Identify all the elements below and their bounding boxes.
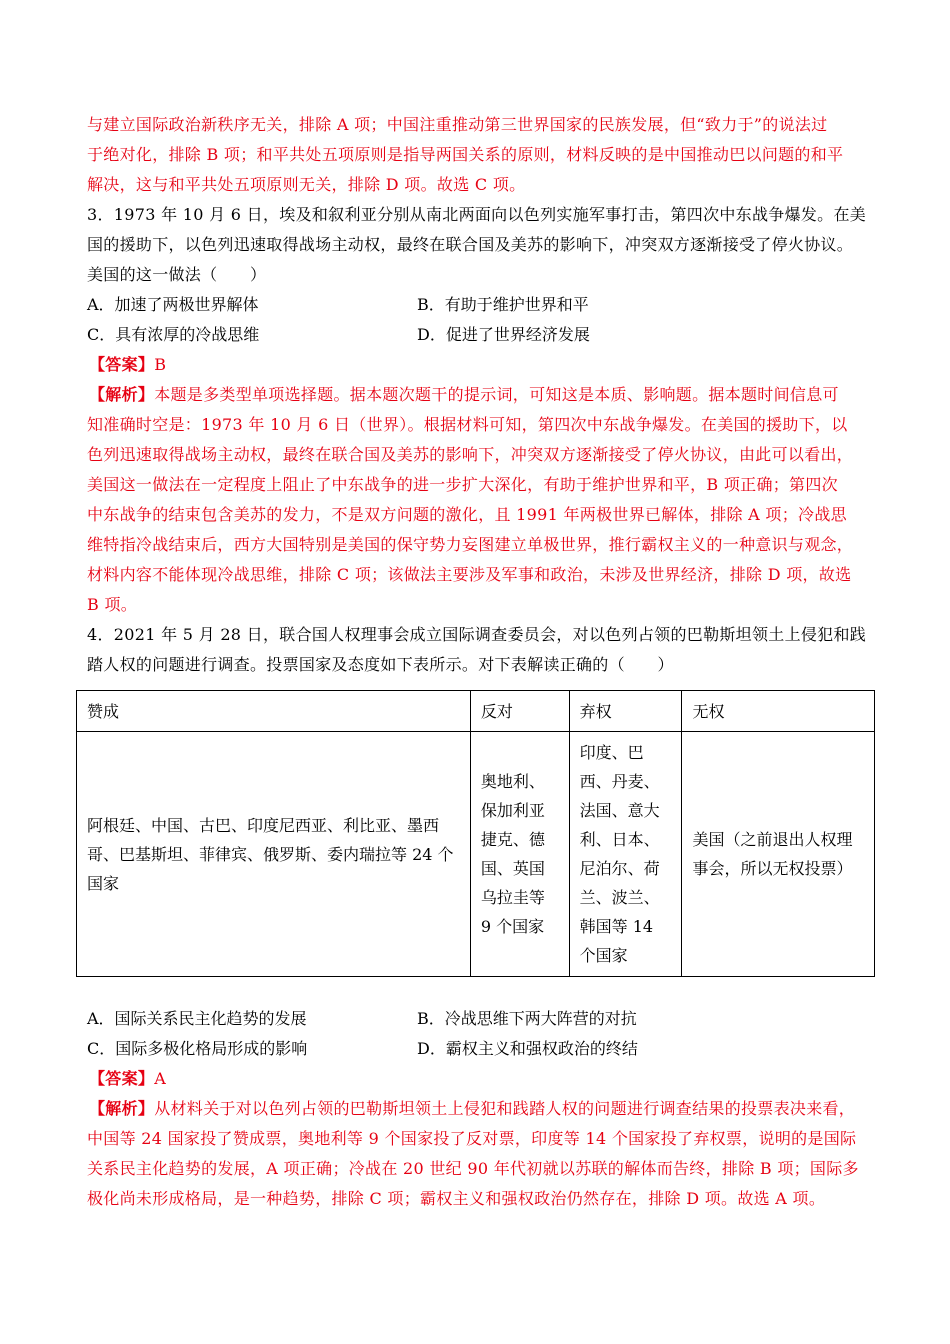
table-header-row (77, 691, 875, 732)
document-page (87, 110, 877, 680)
q4-answer (87, 1064, 877, 1094)
q4-analysis-line: 中国等 24 国家投了赞成票，奥地利等 9 个国家投了反对票，印度等 14 个国家投了弃权票，说明的是国际 (87, 1129, 857, 1148)
q3-stem-line: 国的援助下，以色列迅速取得战场主动权，最终在联合国及美苏的影响下，冲突双方逐渐接受了停火协议。 (87, 235, 854, 254)
analysis-line: 与建立国际政治新秩序无关，排除 A 项；中国注重推动第三世界国家的民族发展，但“致力于”的说法过 (87, 115, 828, 134)
q4-analysis-line: 极化尚未形成格局，是一种趋势，排除 C 项；霸权主义和强权政治仍然存在，排除 D 项。故选 A 项。 (87, 1189, 826, 1208)
q3-analysis-line: B 项。 (87, 595, 138, 614)
answer-tag: 【答案】 (89, 355, 155, 374)
q3-stem-line: 3．1973 年 10 月 6 日，埃及和叙利亚分别从南北两面向以色列实施军事打击，第四次中东战争爆发。在美 (87, 205, 867, 224)
analysis-line: 于绝对化，排除 B 项；和平共处五项原则是指导两国关系的原则，材料反映的是中国推动巴以问题的和平 (87, 145, 844, 164)
cell-favor: 阿根廷、中国、古巴、印度尼西亚、利比亚、墨西哥、巴基斯坦、菲律宾、俄罗斯、委内瑞拉等 24 个国家 (77, 732, 471, 977)
q4-options-row-2 (87, 1034, 877, 1064)
q3-options-row-1 (87, 290, 877, 320)
q4-option-a[interactable]: A．国际关系民主化趋势的发展 (87, 1009, 307, 1028)
answer-value: B (154, 355, 167, 374)
q4-analysis-line: 关系民主化趋势的发展，A 项正确；冷战在 20 世纪 90 年代初就以苏联的解体而告终，排除 B 项；国际多 (87, 1159, 859, 1178)
q3-options-row-2 (87, 320, 877, 350)
q4-stem-line: 踏人权的问题进行调查。投票国家及态度如下表所示。对下表解读正确的（ ） (87, 655, 674, 674)
q4-stem-line: 4．2021 年 5 月 28 日，联合国人权理事会成立国际调查委员会，对以色列占领的巴勒斯坦领土上侵犯和践 (87, 625, 867, 644)
header-against: 反对 (470, 691, 569, 732)
header-no-right: 无权 (682, 691, 875, 732)
q3-answer (87, 350, 877, 380)
q3-analysis-line: 维特指冷战结束后，西方大国特别是美国的保守势力妄图建立单极世界，推行霸权主义的一种意识与观念， (87, 535, 854, 554)
header-abstain: 弃权 (569, 691, 682, 732)
q4-option-d[interactable]: D．霸权主义和强权政治的终结 (417, 1039, 638, 1058)
q3-analysis-line: 色列迅速取得战场主动权，最终在联合国及美苏的影响下，冲突双方逐渐接受了停火协议，由此可以看出， (87, 445, 854, 464)
answer-tag: 【答案】 (89, 1069, 155, 1088)
header-favor: 赞成 (77, 691, 471, 732)
q3-stem-line: 美国的这一做法（ ） (87, 265, 267, 284)
q3-option-b[interactable]: B．有助于维护世界和平 (417, 295, 589, 314)
q3-option-c[interactable]: C．具有浓厚的冷战思维 (87, 325, 260, 344)
q3-analysis-line: 知准确时空是：1973 年 10 月 6 日（世界）。根据材料可知，第四次中东战争爆发。在美国的援助下，以 (87, 415, 848, 434)
q3-option-d[interactable]: D．促进了世界经济发展 (417, 325, 590, 344)
analysis-text: 本题是多类型单项选择题。据本题次题干的提示词，可知这是本质、影响题。据本题时间信息可 (154, 385, 839, 404)
q4-option-c[interactable]: C．国际多极化格局形成的影响 (87, 1039, 308, 1058)
q3-analysis-line: 美国这一做法在一定程度上阻止了中东战争的进一步扩大深化，有助于维护世界和平，B 项正确；第四次 (87, 475, 838, 494)
q3-analysis-first (87, 380, 877, 410)
cell-abstain: 印度、巴西、丹麦、法国、意大利、日本、尼泊尔、荷兰、波兰、韩国等 14 个国家 (569, 732, 682, 977)
analysis-line: 解决，这与和平共处五项原则无关，排除 D 项。故选 C 项。 (87, 175, 526, 194)
cell-against: 奥地利、保加利亚捷克、德国、英国乌拉圭等 9 个国家 (470, 732, 569, 977)
analysis-text: 从材料关于对以色列占领的巴勒斯坦领土上侵犯和践踏人权的问题进行调查结果的投票表决来看， (154, 1099, 856, 1118)
analysis-tag: 【解析】 (89, 385, 155, 404)
q4-analysis-first (87, 1094, 877, 1124)
cell-no-right: 美国（之前退出人权理事会，所以无权投票） (682, 732, 875, 977)
q4-options-row-1 (87, 1004, 877, 1034)
answer-value: A (154, 1069, 167, 1088)
q3-analysis-line: 中东战争的结束包含美苏的发力，不是双方问题的激化，且 1991 年两极世界已解体，排除 A 项；冷战思 (87, 505, 847, 524)
q4-after-table (87, 1004, 877, 1214)
analysis-tag: 【解析】 (89, 1099, 155, 1118)
table-row (77, 732, 875, 977)
q3-option-a[interactable]: A．加速了两极世界解体 (87, 295, 259, 314)
vote-table (76, 690, 875, 977)
q4-option-b[interactable]: B．冷战思维下两大阵营的对抗 (417, 1009, 637, 1028)
q3-analysis-line: 材料内容不能体现冷战思维，排除 C 项；该做法主要涉及军事和政治，未涉及世界经济，排除 D 项，故选 (87, 565, 852, 584)
